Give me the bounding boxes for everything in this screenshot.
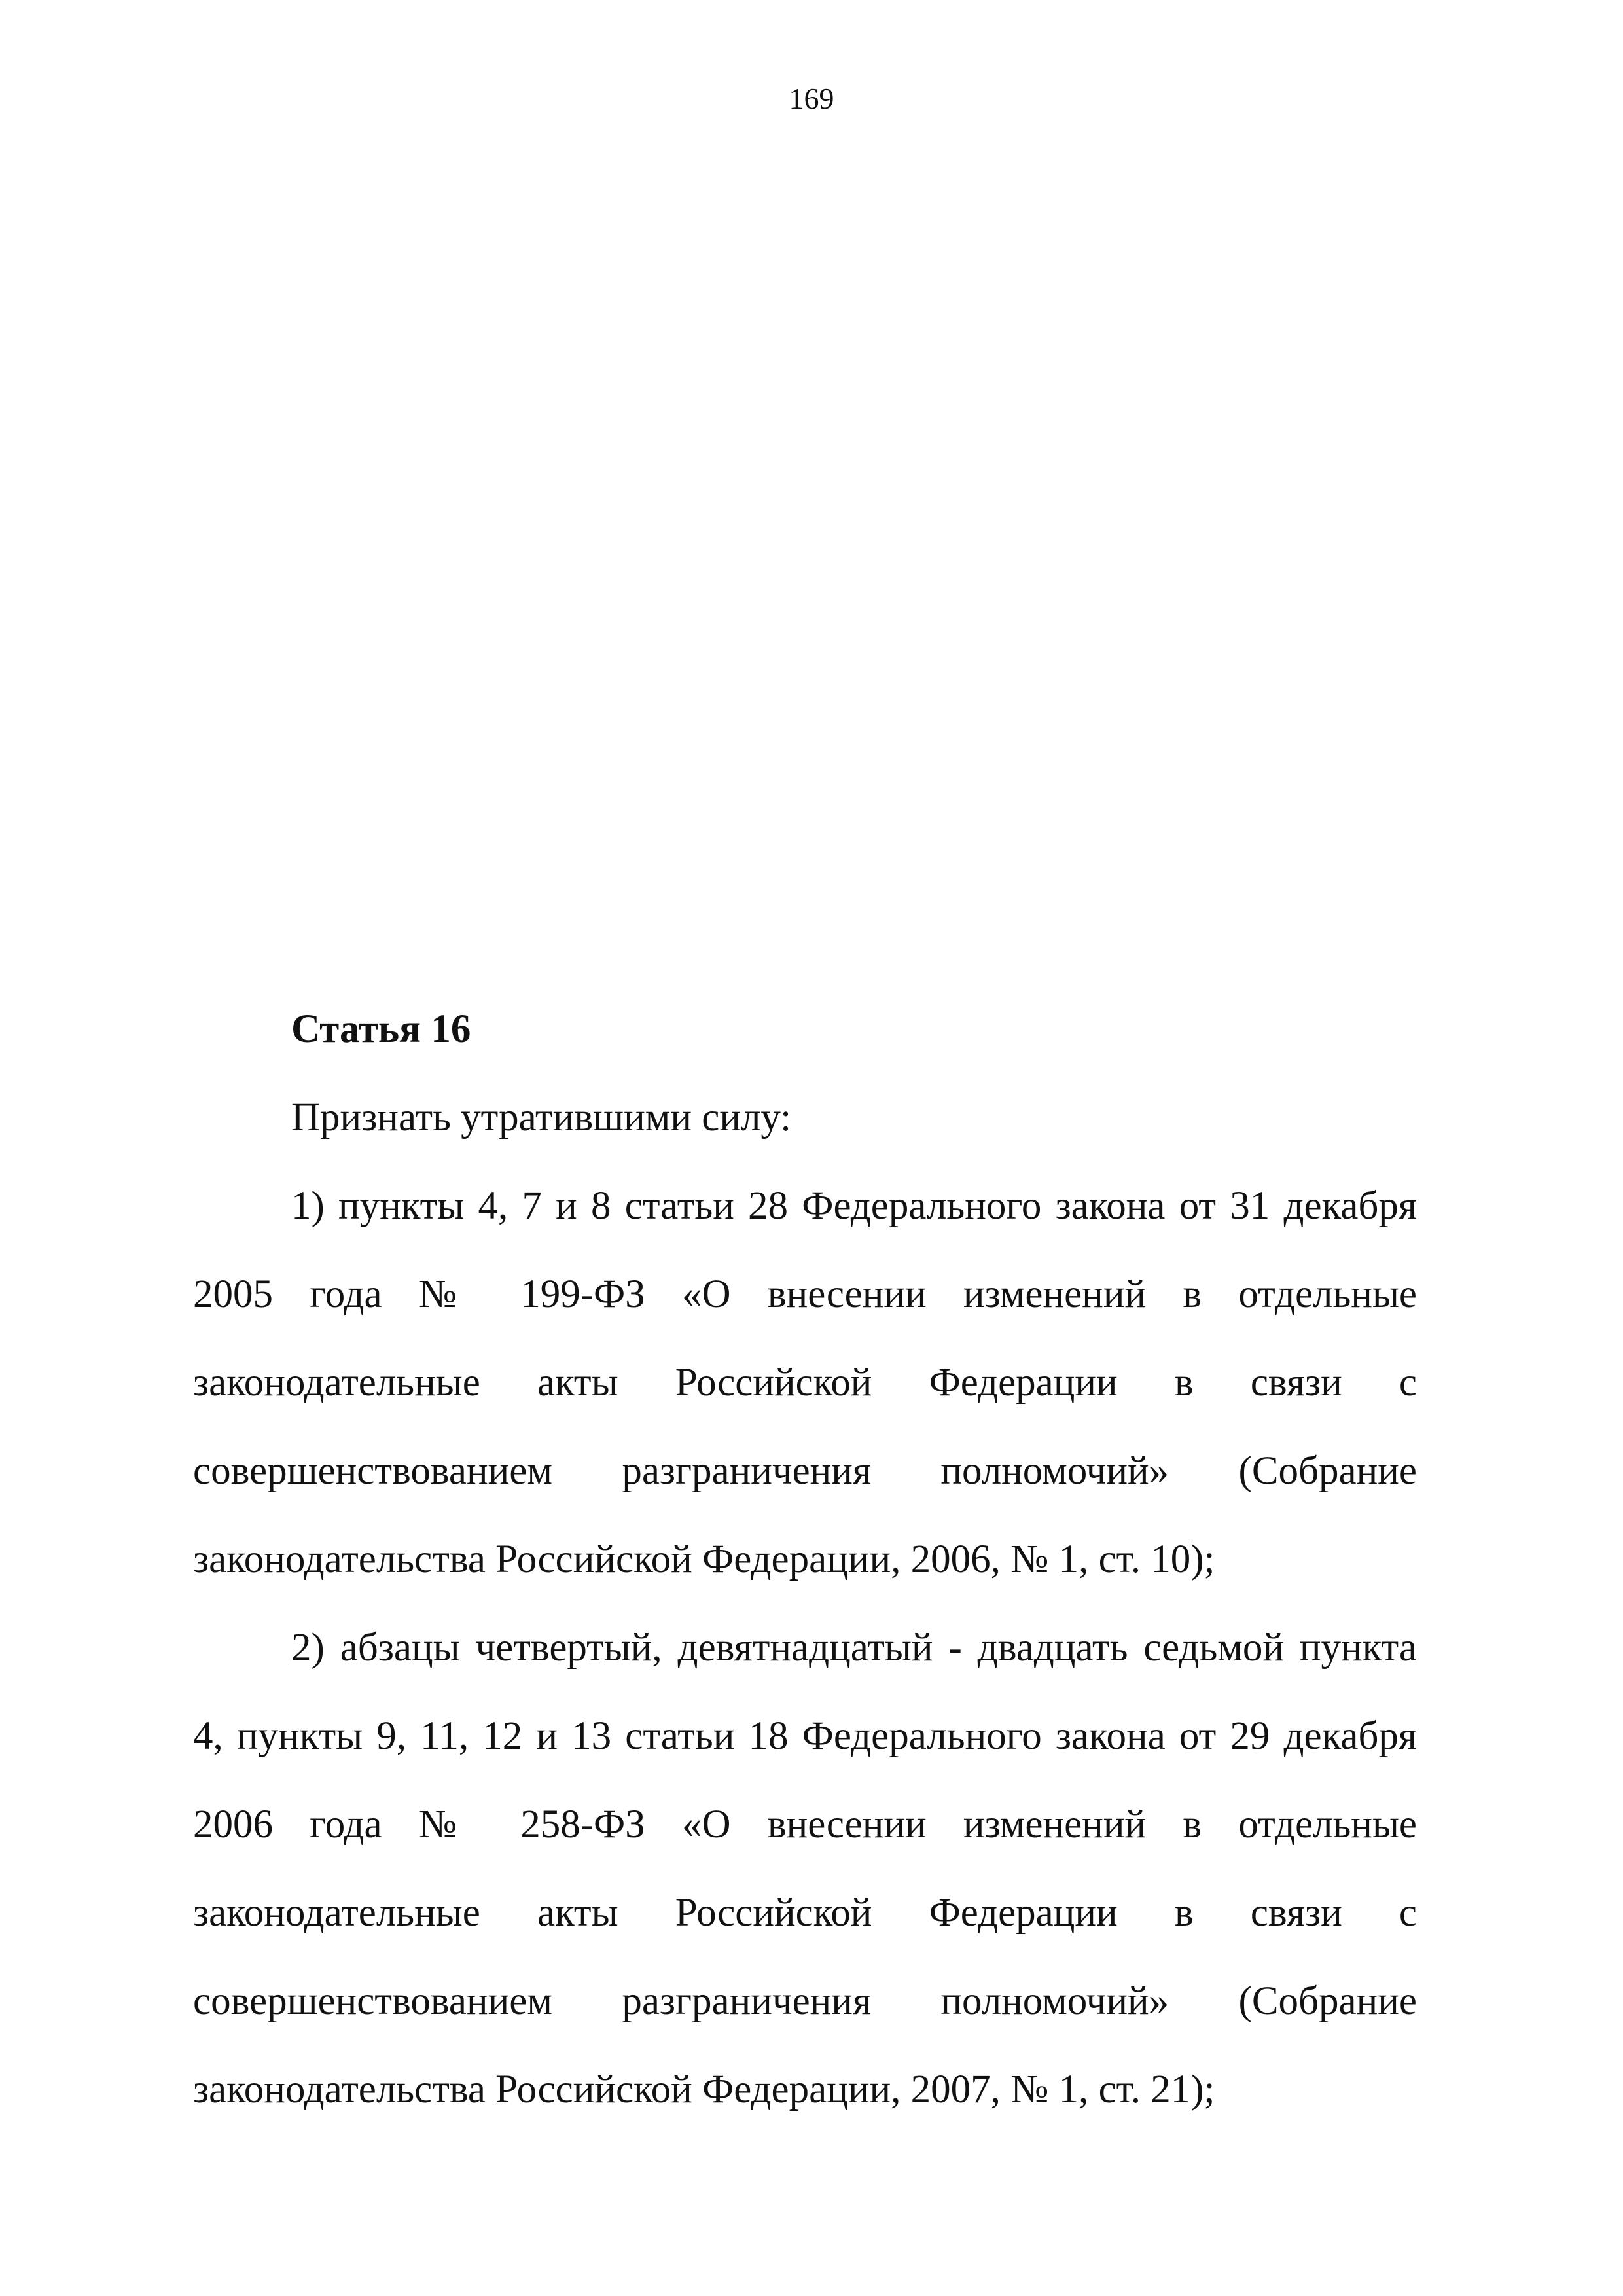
article-items	[193, 1162, 1417, 2134]
article-intro: Признать утратившими силу:	[291, 1096, 792, 1139]
article-title: Статья 16	[291, 1007, 471, 1051]
article-item-2: 2) абзацы четвертый, девятнадцатый - двадцать седьмой пункта 4, пункты 9, 11, 12 и 13 статьи 18 Федерального закона от 29 декабря 2006 года № 258-ФЗ «О внесении изменений в отдельные законодательные акты Российской Федерации в связи с совершенствованием разграничения полномочий» (Собрание законодательства Российской Федерации, 2007, № 1, ст. 21);	[193, 1626, 1417, 2111]
page-number: 169	[789, 82, 834, 115]
article-item-1: 1) пункты 4, 7 и 8 статьи 28 Федерального закона от 31 декабря 2005 года № 199-ФЗ «О внесении изменений в отдельные законодательные акты Российской Федерации в связи с совершенствованием разграничения полномочий» (Собрание законодательства Российской Федерации, 2006, № 1, ст. 10);	[193, 1184, 1417, 1581]
